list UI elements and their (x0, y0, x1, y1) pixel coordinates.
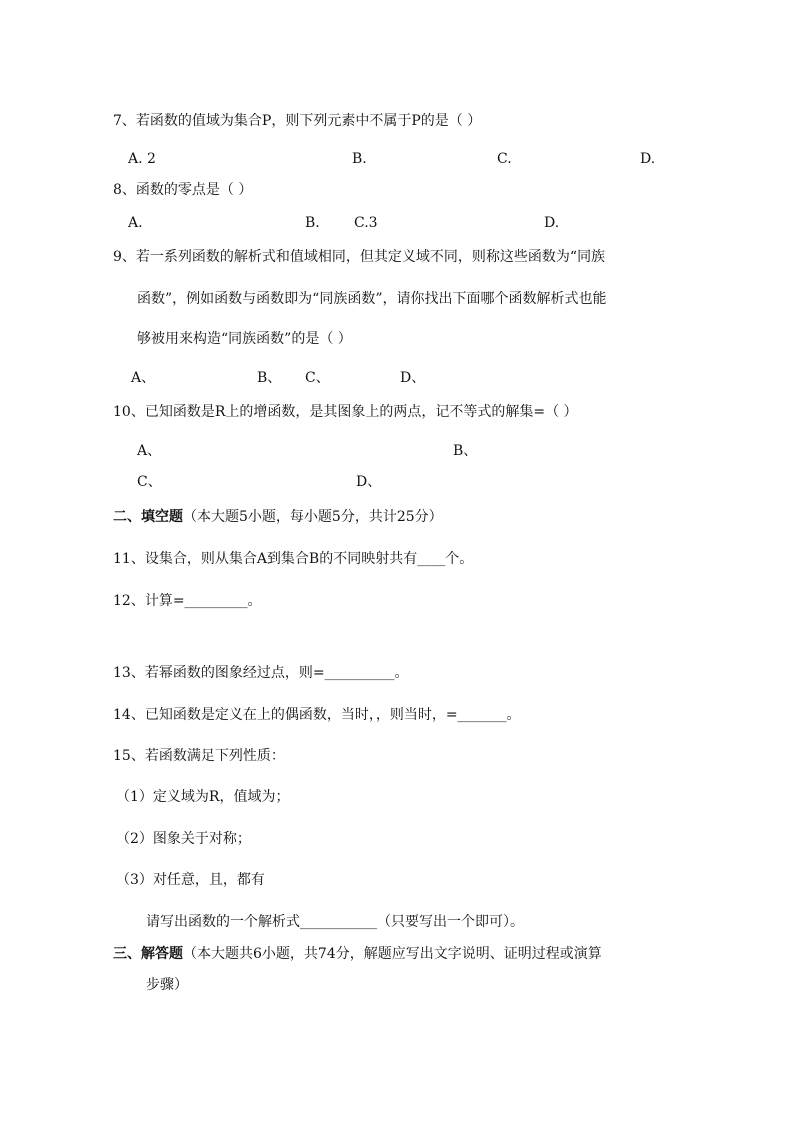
q7-option-c: C. (497, 151, 512, 167)
q11: 11、设集合，则从集合A到集合B的不同映射共有____个。 (113, 551, 474, 567)
q15-property-2: （2）图象关于对称； (116, 831, 251, 847)
section3-title: 三、解答题 (113, 946, 183, 962)
q15-stem: 15、若函数满足下列性质： (113, 748, 285, 764)
q7-option-a: A. 2 (128, 151, 156, 167)
q9-option-c: C、 (305, 370, 330, 386)
q10-option-b: B、 (453, 443, 478, 459)
q10-option-a: A、 (137, 443, 162, 459)
q14: 14、已知函数是定义在上的偶函数，当时，，则当时，=_______。 (113, 707, 521, 723)
q15-property-1: （1）定义域为R，值域为； (116, 789, 290, 805)
q9-stem-line1: 9、若一系列函数的解析式和值域相同，但其定义域不同，则称这些函数为“同族 (113, 249, 606, 265)
q8-option-c: C.3 (354, 215, 378, 231)
q8-option-a: A. (128, 215, 143, 231)
q15-question: 请写出函数的一个解析式___________（只要写出一个即可）。 (146, 914, 524, 930)
section3-heading (113, 944, 602, 964)
section3-note-line1: （本大题共6小题，共74分，解题应写出文字说明、证明过程或演算 (183, 946, 602, 962)
section2-title: 二、填空题 (113, 509, 183, 525)
q15-property-3: （3）对任意，且，都有 (116, 872, 265, 888)
q12: 12、计算=_________。 (113, 593, 262, 609)
q9-option-d: D、 (400, 370, 426, 386)
q10-option-d: D、 (356, 474, 382, 490)
q8-stem: 8、函数的零点是（ ） (113, 182, 253, 198)
q8-option-d: D. (544, 215, 560, 231)
q7-stem: 7、若函数的值域为集合P，则下列元素中不属于P的是（ ） (113, 113, 482, 129)
q7-option-d: D. (640, 151, 656, 167)
q9-stem-line3: 够被用来构造“同族函数”的是（ ） (137, 331, 352, 347)
q10-stem: 10、已知函数是R上的增函数，是其图象上的两点，记不等式的解集=（ ） (113, 404, 578, 420)
q8-option-b: B. (305, 215, 320, 231)
q10-option-c: C、 (137, 474, 162, 490)
q9-option-b: B、 (257, 370, 282, 386)
section2-note: （本大题5小题，每小题5分，共计25分） (183, 509, 443, 525)
q7-option-b: B. (352, 151, 367, 167)
q9-option-a: A、 (131, 370, 156, 386)
q13: 13、若幂函数的图象经过点，则=__________。 (113, 665, 409, 681)
section3-note-line2: 步骤） (146, 977, 188, 993)
q9-stem-line2: 函数”，例如函数与函数即为“同族函数”，请你找出下面哪个函数解析式也能 (137, 291, 607, 307)
section2-heading (113, 507, 443, 527)
